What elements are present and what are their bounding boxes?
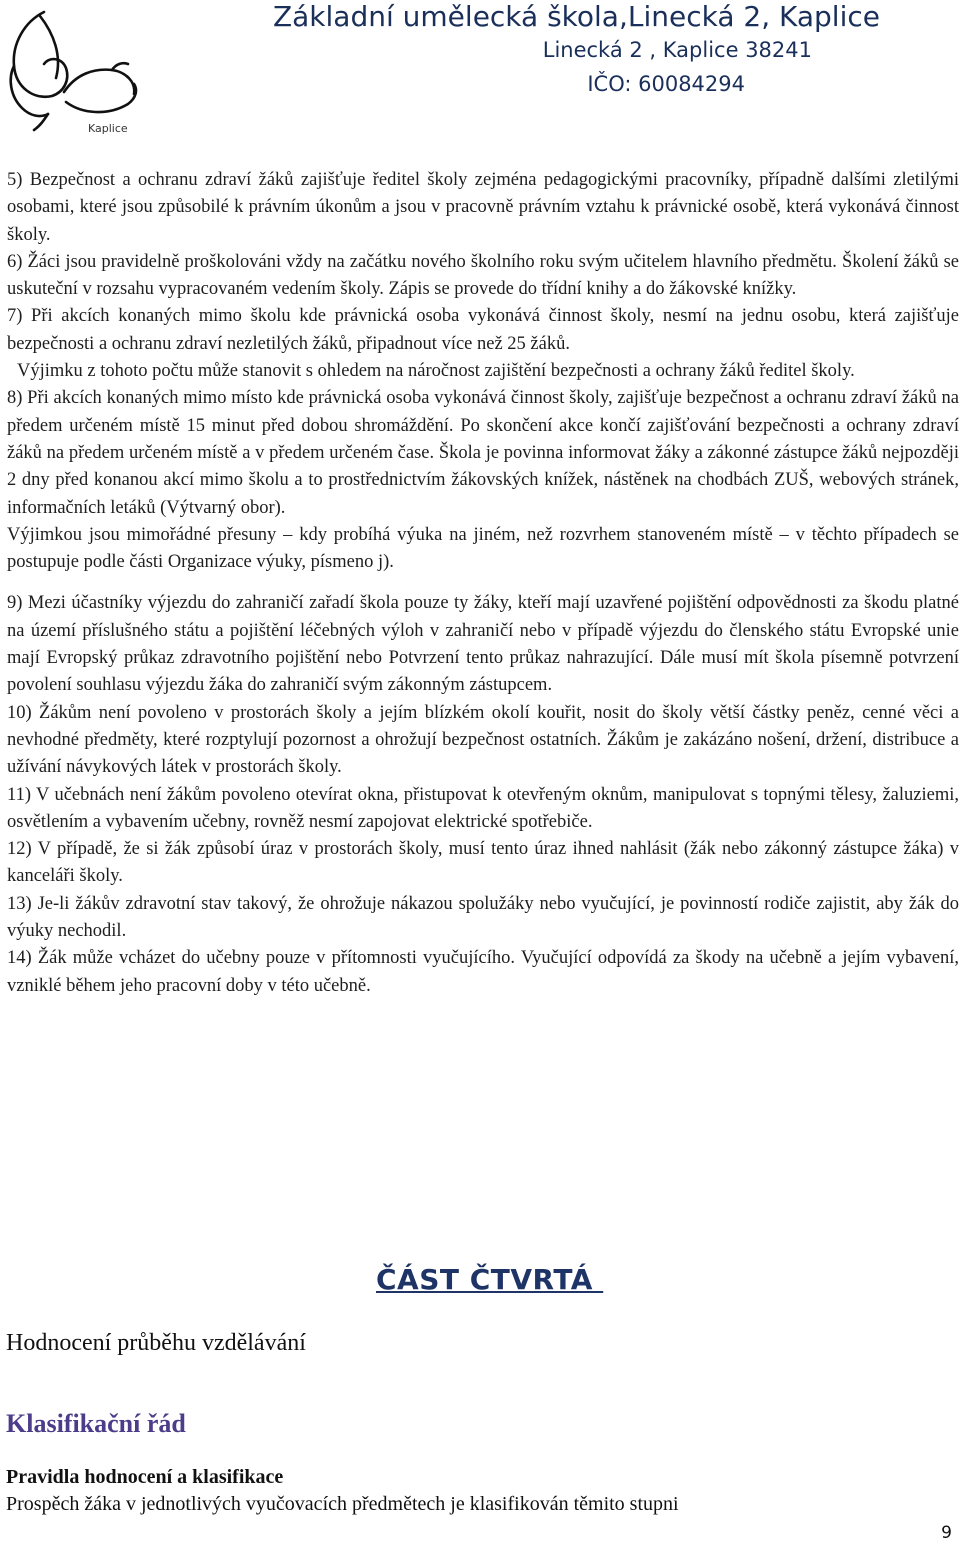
school-ico: IČO: 60084294 xyxy=(587,72,745,96)
paragraph-7: 7) Při akcích konaných mimo školu kde právnická osoba vykonává činnost školy, nesmí na jednu osobu, která zajišťuje bezpečnosti a ochranu zdraví nezletilých žáků, připadnout více než 25 žáků. xyxy=(7,306,959,354)
logo-text: Kaplice xyxy=(88,122,128,135)
paragraph-13: 13) Je-li žákův zdravotní stav takový, že ohrožuje nákazou spolužáky nebo vyučující, je povinností rodiče zajistit, aby žák do výuky nechodil. xyxy=(7,893,959,942)
paragraph-7-exception: Výjimku z tohoto počtu může stanovit s ohledem na náročnost zajištění bezpečnosti a ochrany žáků ředitel školy. xyxy=(17,361,855,382)
rules-heading: Pravidla hodnocení a klasifikace xyxy=(6,1466,284,1488)
body-text xyxy=(7,167,959,1000)
paragraph-14: 14) Žák může vcházet do učebny pouze v přítomnosti vyučujícího. Vyučující odpovídá za škody na učebně a jejím vybavení, vzniklé během jeho pracovní doby v této učebně. xyxy=(7,948,959,996)
school-name: Základní umělecká škola,Linecká 2, Kaplice xyxy=(272,0,880,33)
paragraph-8-exception: Výjimkou jsou mimořádné přesuny – kdy probíhá výuka na jiném, než rozvrhem stanoveném místě – v těchto případech se postupuje podle části Organizace výuky, písmeno j). xyxy=(7,524,959,573)
classification-heading: Klasifikační řád xyxy=(6,1409,186,1438)
page-number: 9 xyxy=(941,1523,952,1543)
part-title: ČÁST ČTVRTÁ xyxy=(376,1263,604,1296)
school-address: Linecká 2 , Kaplice 38241 xyxy=(542,38,812,62)
grading-text: Prospěch žáka v jednotlivých vyučovacích předmětech je klasifikován těmito stupni xyxy=(6,1493,679,1515)
paragraph-10: 10) Žákům není povoleno v prostorách školy a jejím blízkém okolí kouřit, nosit do školy větší částky peněz, cenné věci a nevhodné předměty, které rozptylují pozornost a ohrožují bezpečnost ostatních. Žákům je zakázáno nošení, držení, distribuce a užívání návykových látek v prostorách školy. xyxy=(7,702,959,778)
paragraph-6: 6) Žáci jsou pravidelně proškolováni vždy na začátku nového školního roku svým učitelem hlavního předmětu. Školení žáků se uskuteční v rozsahu vypracovaném vedením školy. Zápis se provede do třídní knihy a do žákovské knížky. xyxy=(7,251,959,300)
paragraph-11: 11) V učebnách není žákům povoleno otevírat okna, přistupovat k otevřeným oknům, manipulovat s topnými tělesy, žaluziemi, osvětlením a vybavením učebny, rovněž nesmí zapojovat elektrické spotřebiče. xyxy=(7,784,959,832)
school-logo-icon xyxy=(4,4,154,136)
paragraph-9: 9) Mezi účastníky výjezdu do zahraničí zařadí škola pouze ty žáky, kteří mají uzavřené pojištění odpovědnosti za škodu platné na území příslušného státu a pojištění léčebných výloh v zahraničí nebo v případě výjezdu do členského státu Evropské unie mají Evropský průkaz zdravotního pojištění nebo Potvrzení tento průkaz nahrazující. Dále musí mít škola písemně potvrzení povolení souhlasu výjezdu žáka do zahraničí svým zákonným zástupcem. xyxy=(7,593,959,696)
paragraph-8: 8) Při akcích konaných mimo místo kde právnická osoba vykonává činnost školy, zajišťuje bezpečnost a ochranu zdraví žáků na předem určeném místě 15 minut před dobou shromáždění. Po skončení akce končí zajišťování bezpečnosti a ochrany zdraví žáků na předem určeném místě a v předem určeném čase. Škola je povinna informovat žáky a zákonné zástupce žáků nejpozději 2 dny před konanou akcí mimo školu a to prostřednictvím žákovských knížek, nástěnek na chodbách ZUŠ, webových stránek, informačních letáků (Výtvarný obor). xyxy=(7,388,959,518)
paragraph-12: 12) V případě, že si žák způsobí úraz v prostorách školy, musí tento úraz ihned nahlásit (žák nebo zákonný zástupce žáka) v kanceláři školy. xyxy=(7,839,959,887)
section-subheading: Hodnocení průběhu vzdělávání xyxy=(6,1330,306,1356)
paragraph-5: 5) Bezpečnost a ochranu zdraví žáků zajišťuje ředitel školy zejména pedagogickými pracovníky, případně dalšími zletilými osobami, které jsou způsobilé k právním úkonům a jsou v pracovně právním vztahu k právnické osobě, která vykonává činnost školy. xyxy=(7,170,959,245)
